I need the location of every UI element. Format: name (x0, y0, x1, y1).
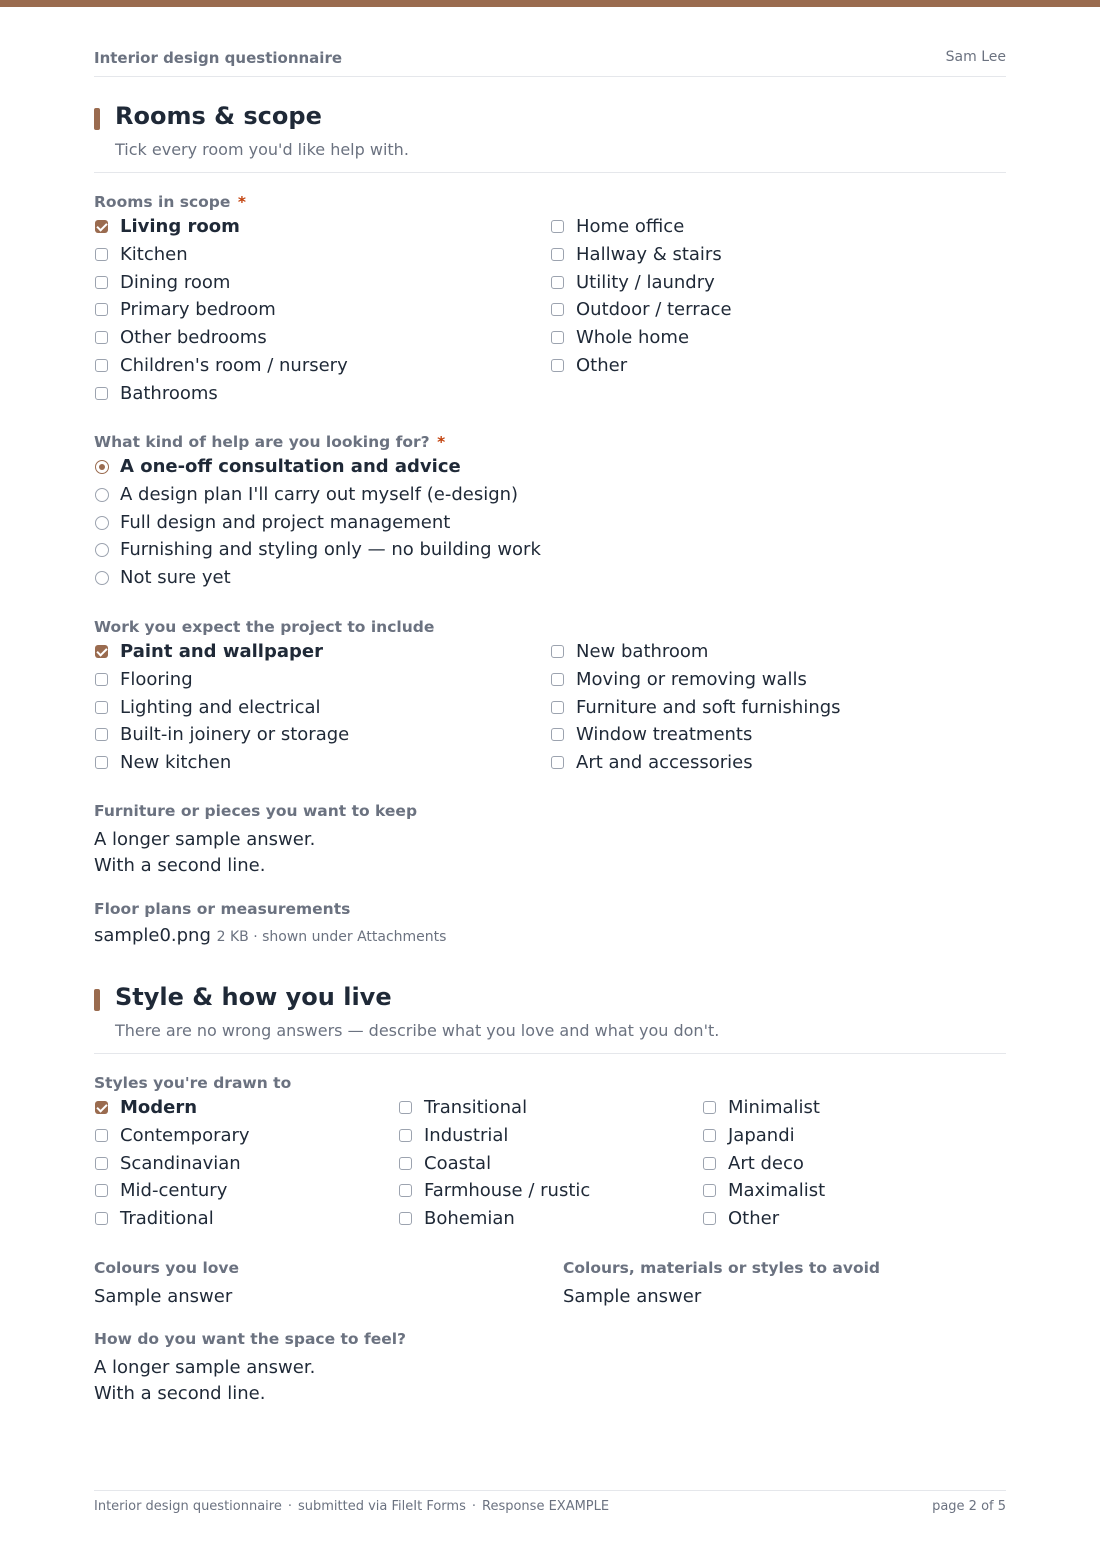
radio-icon[interactable] (95, 516, 109, 530)
option-label: Furniture and soft furnishings (576, 696, 841, 718)
checkbox-icon[interactable] (95, 1212, 108, 1225)
field-furniture-keep (94, 800, 1006, 879)
checkbox-icon[interactable] (703, 1157, 716, 1170)
section-rooms-scope (94, 102, 1006, 173)
option-label: Other (728, 1208, 780, 1230)
option-label: Moving or removing walls (576, 668, 807, 690)
checkbox-icon[interactable] (399, 1184, 412, 1197)
option-label: Bathrooms (120, 382, 218, 404)
rooms-options (94, 213, 1006, 409)
option-label: A one-off consultation and advice (120, 456, 461, 477)
answer-text: A longer sample answer. With a second line. (94, 829, 316, 876)
section-title: Style & how you live (115, 983, 392, 1011)
styles-options (94, 1094, 1006, 1234)
option-label: Dining room (120, 271, 231, 293)
radio-icon[interactable] (95, 571, 109, 585)
option-label: Living room (120, 216, 240, 237)
field-work-include (94, 616, 1006, 778)
top-accent-bar (0, 0, 1100, 7)
option-label: Lighting and electrical (120, 696, 321, 718)
footer-form-name: Interior design questionnaire (94, 1499, 282, 1514)
option-label: Industrial (424, 1124, 509, 1146)
checkbox-icon[interactable] (551, 331, 564, 344)
answer-text: Sample answer (94, 1286, 233, 1307)
checkbox-icon[interactable] (95, 756, 108, 769)
attachment-meta: 2 KB · shown under Attachments (216, 929, 447, 945)
checkbox-icon[interactable] (551, 359, 564, 372)
option-label: Maximalist (728, 1180, 826, 1202)
section-description: Tick every room you'd like help with. (115, 140, 409, 159)
checkbox-checked-icon[interactable] (95, 1101, 108, 1114)
option-label: Paint and wallpaper (120, 641, 323, 662)
checkbox-icon[interactable] (95, 331, 108, 344)
checkbox-icon[interactable] (551, 276, 564, 289)
option-label: Modern (120, 1097, 198, 1118)
option-label: Window treatments (576, 724, 753, 746)
checkbox-icon[interactable] (95, 303, 108, 316)
answer-text: A longer sample answer. With a second line. (94, 1357, 316, 1404)
field-rooms-in-scope (94, 191, 1006, 409)
section-description: There are no wrong answers — describe what you love and what you don't. (115, 1021, 720, 1040)
option-label: Other bedrooms (120, 327, 267, 349)
option-label: Kitchen (120, 243, 188, 265)
option-label: Contemporary (120, 1124, 250, 1146)
field-label: Styles you're drawn to (94, 1074, 292, 1092)
field-label: Floor plans or measurements (94, 900, 351, 918)
checkbox-icon[interactable] (551, 303, 564, 316)
option-label: Coastal (424, 1152, 492, 1174)
option-label: Traditional (120, 1208, 214, 1230)
option-label: Outdoor / terrace (576, 299, 732, 321)
radio-selected-icon[interactable] (95, 460, 109, 474)
option-label: New kitchen (120, 752, 232, 774)
option-label: Transitional (424, 1097, 528, 1118)
option-label: Whole home (576, 327, 690, 349)
checkbox-icon[interactable] (703, 1101, 716, 1114)
field-label: Work you expect the project to include (94, 618, 435, 636)
page-header (94, 48, 1006, 77)
option-label: Farmhouse / rustic (424, 1180, 591, 1202)
field-label: Furniture or pieces you want to keep (94, 802, 418, 820)
section-header (94, 102, 1006, 173)
option-label: Not sure yet (120, 567, 231, 589)
footer-response: Response EXAMPLE (482, 1499, 610, 1514)
page-number: page 2 of 5 (932, 1499, 1006, 1514)
checkbox-icon[interactable] (95, 276, 108, 289)
checkbox-icon[interactable] (95, 701, 108, 714)
field-space-feel (94, 1328, 1006, 1407)
page-footer (94, 1490, 1006, 1523)
option-label: Flooring (120, 668, 193, 690)
checkbox-icon[interactable] (551, 756, 564, 769)
option-label: Built-in joinery or storage (120, 724, 350, 746)
option-label: Primary bedroom (120, 299, 276, 321)
work-options (94, 638, 1006, 778)
option-label: Scandinavian (120, 1152, 241, 1174)
checkbox-icon[interactable] (95, 359, 108, 372)
option-label: Art deco (728, 1152, 804, 1174)
option-label: Japandi (728, 1124, 795, 1146)
attachment-filename[interactable]: sample0.png (94, 925, 211, 946)
checkbox-icon[interactable] (399, 1212, 412, 1225)
checkbox-icon[interactable] (551, 701, 564, 714)
option-label: A design plan I'll carry out myself (e-design) (120, 483, 519, 505)
field-label (94, 191, 1006, 213)
checkbox-icon[interactable] (703, 1184, 716, 1197)
checkbox-icon[interactable] (95, 1157, 108, 1170)
required-marker: * (237, 193, 246, 211)
option-label: Minimalist (728, 1097, 820, 1118)
checkbox-icon[interactable] (95, 387, 108, 400)
option-label: Utility / laundry (576, 271, 715, 293)
radio-icon[interactable] (95, 543, 109, 557)
checkbox-icon[interactable] (551, 248, 564, 261)
option-label: Mid-century (120, 1180, 228, 1202)
checkbox-icon[interactable] (399, 1101, 412, 1114)
help-options (94, 453, 1006, 593)
checkbox-icon[interactable] (95, 1184, 108, 1197)
field-colours-avoid (563, 1257, 1006, 1310)
checkbox-checked-icon[interactable] (95, 645, 108, 658)
checkbox-icon[interactable] (703, 1212, 716, 1225)
field-label (94, 431, 1006, 453)
section-style (94, 983, 1006, 1054)
section-accent-bar (94, 108, 100, 130)
option-label: Bohemian (424, 1208, 515, 1230)
field-label: How do you want the space to feel? (94, 1330, 407, 1348)
user-name: Sam Lee (945, 49, 1006, 65)
checkbox-icon[interactable] (399, 1157, 412, 1170)
checkbox-icon[interactable] (551, 645, 564, 658)
checkbox-icon[interactable] (95, 1129, 108, 1142)
attachment-line (94, 925, 1006, 946)
option-label: Art and accessories (576, 752, 753, 774)
checkbox-icon[interactable] (551, 220, 564, 233)
option-label: Full design and project management (120, 511, 451, 533)
footer-meta (94, 1499, 609, 1514)
checkbox-checked-icon[interactable] (95, 220, 108, 233)
form-title: Interior design questionnaire (94, 49, 343, 67)
option-label: Children's room / nursery (120, 355, 348, 376)
section-accent-bar (94, 989, 100, 1011)
footer-separator: · (471, 1499, 476, 1514)
field-help-type (94, 431, 1006, 593)
option-label: Other (576, 355, 628, 376)
radio-icon[interactable] (95, 488, 109, 502)
field-colours-love (94, 1257, 534, 1310)
field-label: Colours, materials or styles to avoid (563, 1259, 881, 1277)
checkbox-icon[interactable] (703, 1129, 716, 1142)
checkbox-icon[interactable] (551, 728, 564, 741)
checkbox-icon[interactable] (399, 1129, 412, 1142)
answer-text: Sample answer (563, 1286, 702, 1307)
section-title: Rooms & scope (115, 102, 322, 130)
field-label-text: Rooms in scope (94, 193, 231, 211)
option-label: Furnishing and styling only — no building work (120, 539, 541, 561)
field-styles (94, 1072, 1006, 1234)
checkbox-icon[interactable] (551, 673, 564, 686)
footer-via: submitted via FileIt Forms (298, 1499, 466, 1514)
section-header (94, 983, 1006, 1054)
option-label: Hallway & stairs (576, 243, 722, 265)
footer-separator: · (287, 1499, 292, 1514)
required-marker: * (437, 433, 446, 451)
field-label-text: What kind of help are you looking for? (94, 433, 430, 451)
option-label: Home office (576, 216, 685, 237)
option-label: New bathroom (576, 641, 709, 662)
checkbox-icon[interactable] (95, 728, 108, 741)
checkbox-icon[interactable] (95, 248, 108, 261)
field-label: Colours you love (94, 1259, 240, 1277)
field-floor-plans (94, 898, 1006, 946)
checkbox-icon[interactable] (95, 673, 108, 686)
